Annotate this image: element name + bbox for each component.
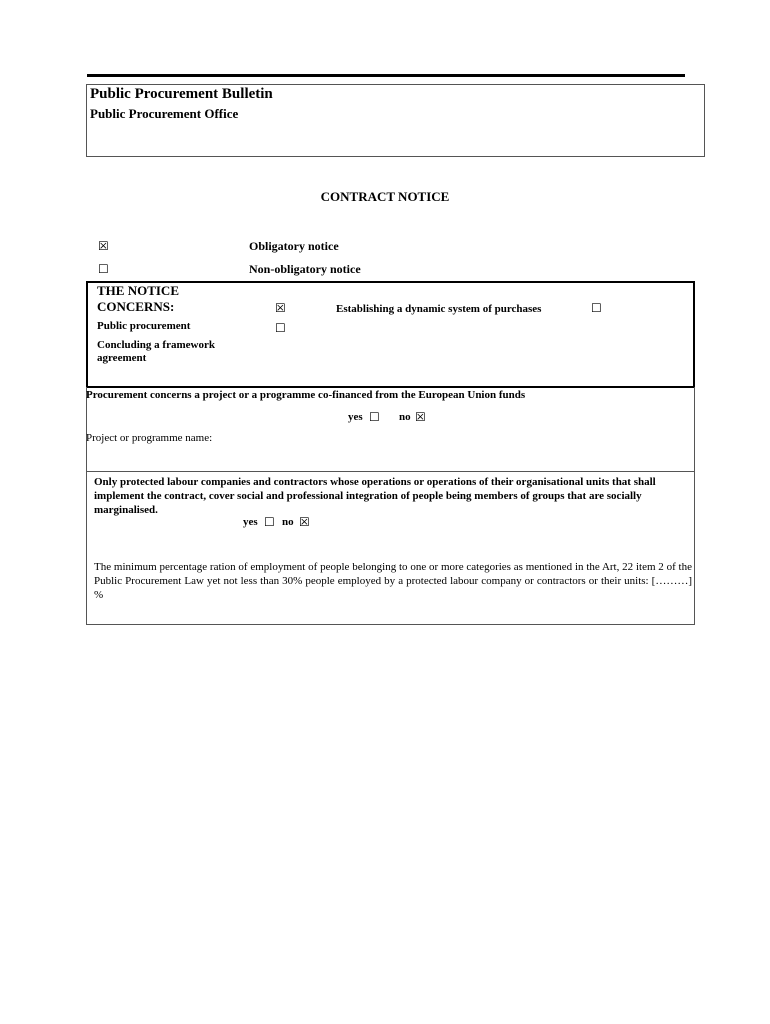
- minimum-percentage-text: The minimum percentage ration of employment of people belonging to one or more categories as mentioned in the Art, 22 item 2 of the Public Procurement Law yet not less than 30% people employed by a protected labour company or contractors or their units: [………] %: [94, 561, 692, 601]
- dynamic-system-checkbox[interactable]: ☐: [591, 301, 602, 315]
- framework-agreement-checkbox[interactable]: ☐: [275, 321, 286, 335]
- document-title-text: CONTRACT NOTICE: [320, 189, 450, 204]
- public-procurement-label: Public procurement: [97, 320, 191, 332]
- notice-concerns-title: THE NOTICE CONCERNS:: [97, 283, 179, 314]
- dynamic-system-label: Establishing a dynamic system of purchases: [336, 303, 542, 315]
- protected-yes-label: yes: [243, 516, 258, 528]
- top-rule: [87, 74, 685, 77]
- non-obligatory-label: Non-obligatory notice: [249, 262, 361, 276]
- eu-funds-yes-label: yes: [348, 411, 363, 423]
- obligatory-checkbox[interactable]: ☒: [98, 239, 109, 253]
- bulletin-office: Public Procurement Office: [90, 106, 239, 121]
- protected-labour-question: Only protected labour companies and contractors whose operations or operations of their organisational units that shall implement the contract, cover social and professional integration of people being members of groups that are socially marginalised.: [94, 476, 656, 516]
- eu-funds-question: Procurement concerns a project or a programme co-financed from the European Union funds: [86, 389, 526, 401]
- document-title: [0, 189, 770, 205]
- bulletin-title: Public Procurement Bulletin: [90, 86, 273, 102]
- public-procurement-checkbox[interactable]: ☒: [275, 301, 286, 315]
- protected-no-checkbox[interactable]: ☒: [299, 515, 310, 529]
- protected-no-label: no: [282, 516, 294, 528]
- non-obligatory-checkbox[interactable]: ☐: [98, 262, 109, 276]
- eu-funds-no-label: no: [399, 411, 411, 423]
- eu-funds-yes-checkbox[interactable]: ☐: [369, 410, 380, 424]
- protected-yes-checkbox[interactable]: ☐: [264, 515, 275, 529]
- eu-funds-no-checkbox[interactable]: ☒: [415, 410, 426, 424]
- framework-agreement-label: Concluding a framework agreement: [97, 339, 215, 364]
- obligatory-label: Obligatory notice: [249, 239, 339, 253]
- project-name-label: Project or programme name:: [86, 432, 213, 444]
